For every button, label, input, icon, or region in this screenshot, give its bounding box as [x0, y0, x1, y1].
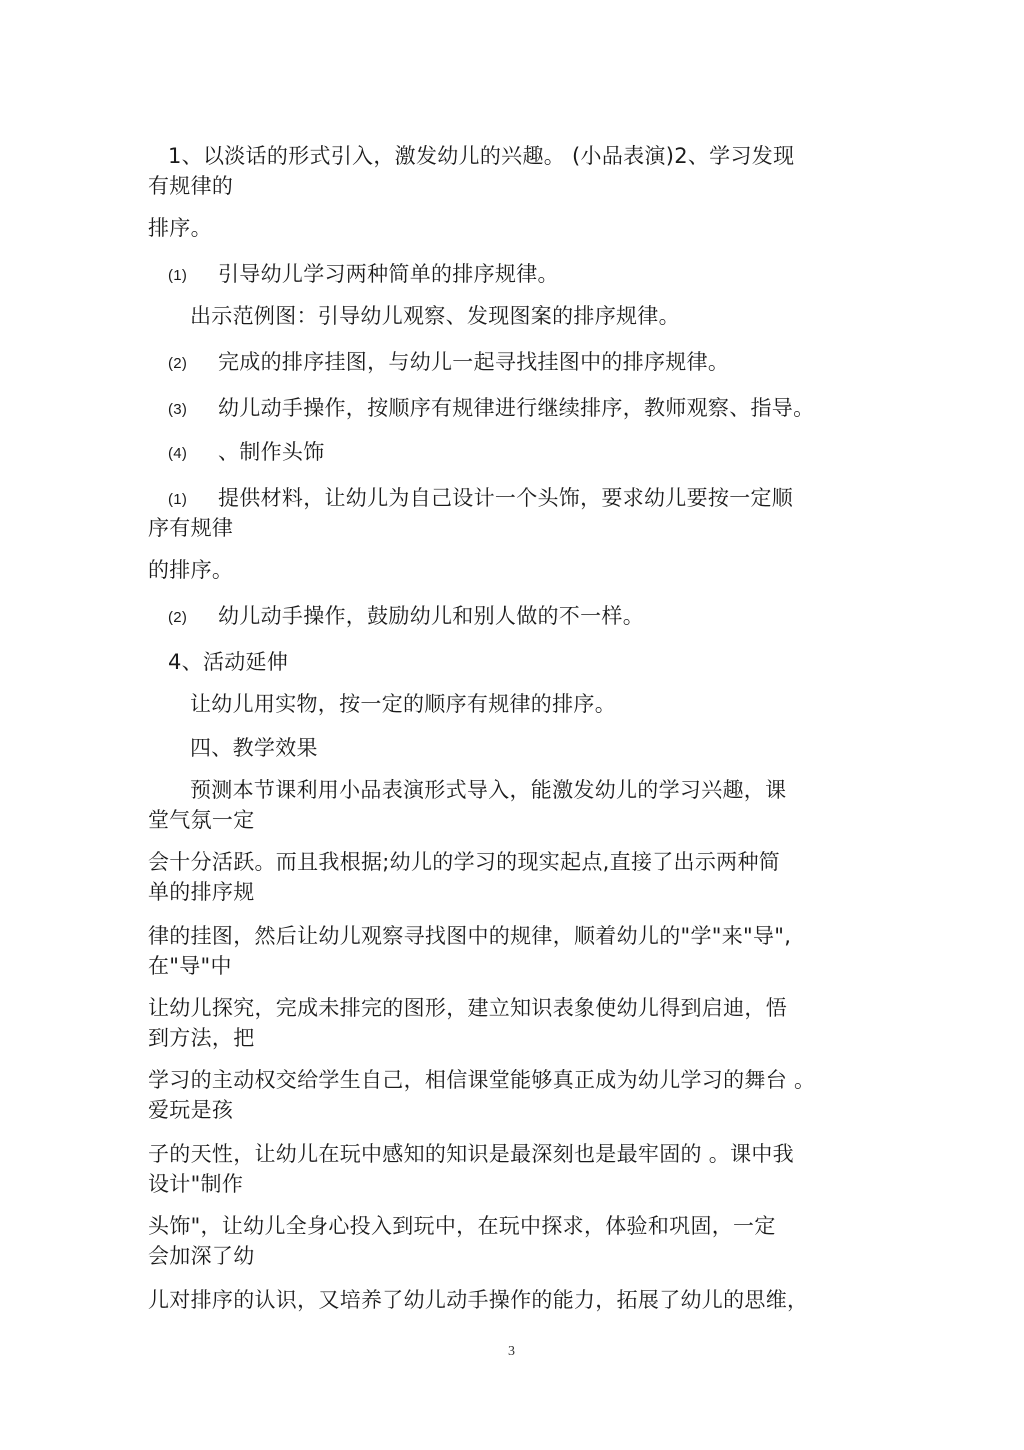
list-marker: (4)	[168, 445, 188, 462]
list-marker: (1)	[168, 491, 188, 508]
text-line: 预测本节课利用小品表演形式导入，能激发幼儿的学习兴趣，课	[190, 778, 787, 802]
text-line: 设计"制作	[148, 1172, 244, 1196]
text-line: 儿对排序的认识，又培养了幼儿动手操作的能力，拓展了幼儿的思维，	[148, 1288, 809, 1312]
text-line: 排序。	[148, 216, 212, 240]
text-line: 爱玩是孩	[148, 1098, 234, 1122]
text-line: 堂气氛一定	[148, 808, 255, 832]
text-line: 幼儿动手操作，鼓励幼儿和别人做的不一样。	[218, 604, 644, 628]
text-line: 会十分活跃。而且我根据;幼儿的学习的现实起点,直接了出示两种简	[148, 850, 781, 874]
list-item	[168, 348, 729, 378]
list-marker: (2)	[168, 355, 188, 372]
text-line: 让幼儿探究，完成未排完的图形，建立知识表象使幼儿得到启迪，悟	[148, 996, 787, 1020]
text-line: 头饰"，让幼儿全身心投入到玩中，在玩中探求，体验和巩固，一定	[148, 1214, 776, 1238]
text-line: 幼儿动手操作，按顺序有规律进行继续排序，教师观察、指导。	[218, 396, 815, 420]
text-line: 引导幼儿学习两种简单的排序规律。	[218, 262, 559, 286]
list-item	[168, 394, 814, 424]
section-heading: 四、教学效果	[190, 736, 318, 760]
list-marker: (1)	[168, 267, 188, 284]
text-line: 律的挂图，然后让幼儿观察寻找图中的规律，顺着幼儿的"学"来"导",	[148, 924, 792, 948]
text-line: 、制作头饰	[218, 440, 325, 464]
page-number: 3	[508, 1344, 515, 1359]
text-line: 提供材料，让幼儿为自己设计一个头饰，要求幼儿要按一定顺	[218, 486, 794, 510]
text-line: 在"导"中	[148, 954, 232, 978]
list-item	[168, 484, 793, 514]
text-line: 让幼儿用实物，按一定的顺序有规律的排序。	[190, 692, 616, 716]
list-item	[168, 602, 644, 632]
text-line: 会加深了幼	[148, 1244, 255, 1268]
list-marker: (3)	[168, 401, 188, 418]
text-line: 完成的排序挂图，与幼儿一起寻找挂图中的排序规律。	[218, 350, 730, 374]
text-line: 到方法，把	[148, 1026, 255, 1050]
section-heading: 4、活动延伸	[168, 650, 289, 674]
text-line: 有规律的	[148, 174, 234, 198]
text-line: 的排序。	[148, 558, 234, 582]
text-line: 1、以淡话的形式引入，激发幼儿的兴趣。 (小品表演)2、学习发现	[168, 144, 795, 168]
text-line: 出示范例图：引导幼儿观察、发现图案的排序规律。	[190, 304, 680, 328]
list-item	[168, 260, 559, 290]
text-line: 学习的主动权交给学生自己，相信课堂能够真正成为幼儿学习的舞台 。	[148, 1068, 816, 1092]
text-line: 单的排序规	[148, 880, 255, 904]
text-line: 子的天性，让幼儿在玩中感知的知识是最深刻也是最牢固的 。课中我	[148, 1142, 794, 1166]
text-line: 序有规律	[148, 516, 234, 540]
list-item	[168, 438, 325, 468]
list-marker: (2)	[168, 609, 188, 626]
